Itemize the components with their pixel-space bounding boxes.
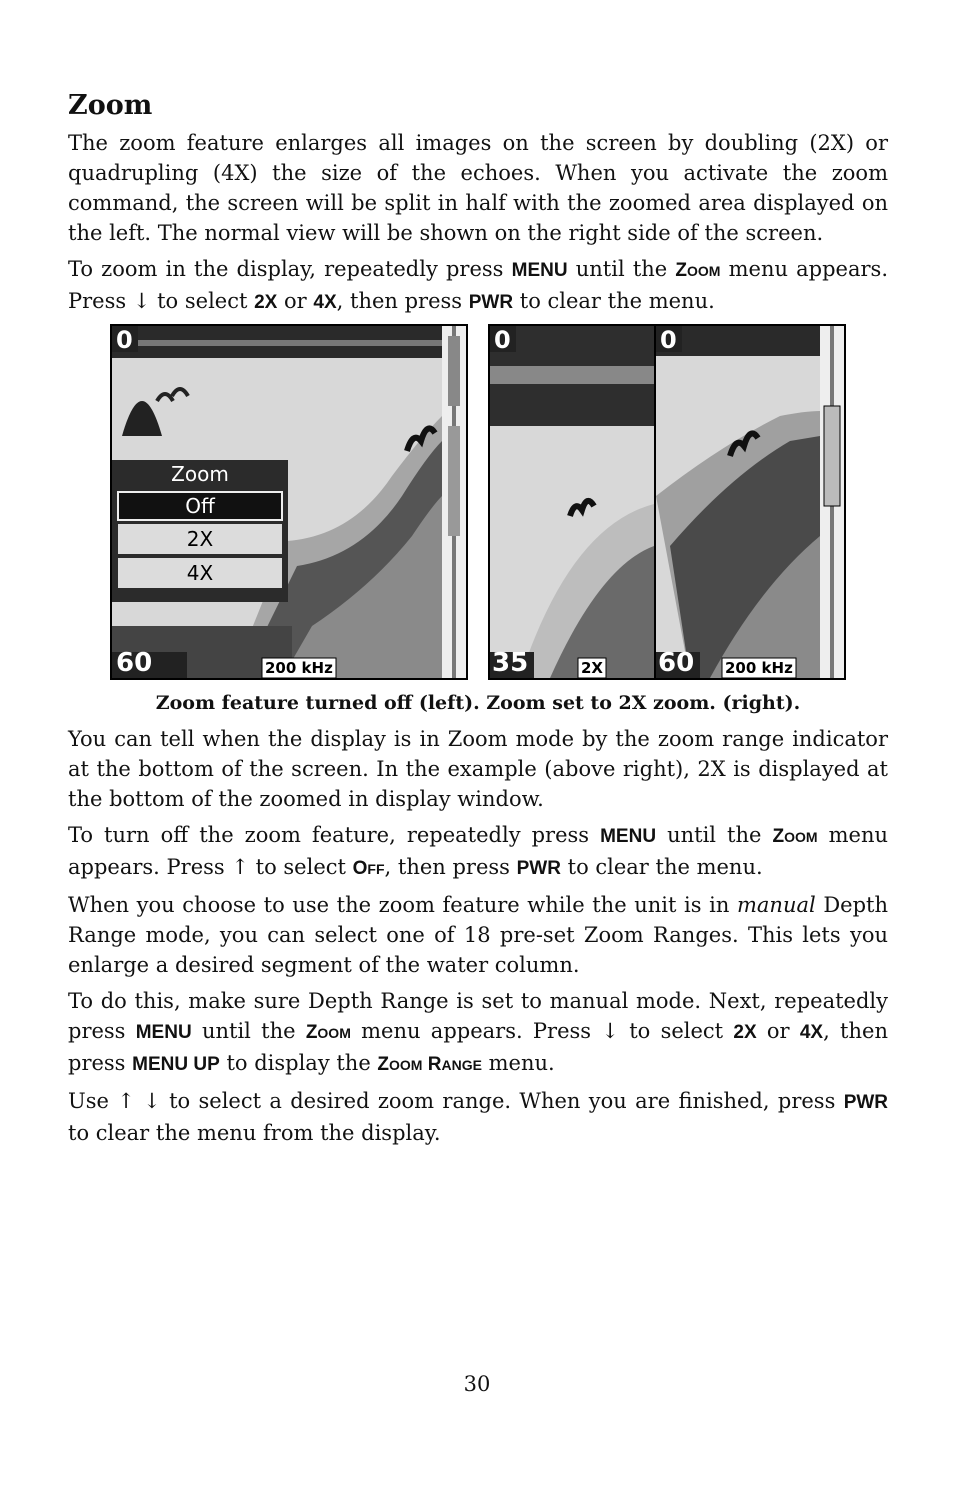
paragraph-use-arrows: Use ↑ ↓ to select a desired zoom range. When you are finished, press PWR to clear the menu from the display. — [68, 1089, 889, 1145]
zoom-depth-top: 0 — [494, 326, 511, 354]
key-4x: 4X — [799, 1022, 824, 1043]
zoom-range-indicator: 2X — [581, 659, 604, 677]
key-zoom-range: ZOOM RANGE — [377, 1054, 482, 1075]
key-zoom: ZOOM — [675, 260, 721, 281]
zoom-menu-title: Zoom — [171, 462, 229, 486]
frequency-label-left: 200 kHz — [265, 659, 333, 677]
figure-sonar-screens — [68, 324, 888, 684]
zoom-depth-bottom: 35 — [492, 648, 529, 678]
sonar-screen-right — [488, 324, 846, 680]
paragraph-zoom-range: To do this, make sure Depth Range is set to manual mode. Next, repeatedly press MENU until the ZOOM menu appears. Press ↓ to select 2X or 4X, then press MENU UP to display the ZOOM RANGE menu. — [68, 989, 888, 1075]
normal-depth-top: 0 — [660, 326, 677, 354]
normal-depth-bottom: 60 — [658, 648, 695, 678]
figure-caption: Zoom feature turned off (left). Zoom set to 2X zoom. (right). — [155, 692, 801, 714]
key-menu: MENU — [511, 260, 568, 281]
frequency-label-right: 200 kHz — [725, 659, 793, 677]
up-down-arrows-icon: ↑ ↓ — [117, 1089, 161, 1113]
key-pwr: PWR — [843, 1092, 889, 1113]
paragraph-indicator: You can tell when the display is in Zoom mode by the zoom range indicator at the bottom of the screen. In the example (above right), 2X is displayed at the bottom of the zoomed in display window. — [68, 727, 888, 811]
key-menu-up: MENU UP — [132, 1054, 220, 1075]
key-4x: 4X — [313, 292, 337, 313]
key-pwr: PWR — [516, 858, 561, 879]
up-arrow-icon: ↑ — [231, 855, 249, 879]
key-2x: 2X — [254, 292, 278, 313]
key-menu: MENU — [600, 826, 657, 847]
key-zoom: ZOOM — [772, 826, 818, 847]
depth-bottom-left: 60 — [116, 648, 153, 678]
down-arrow-icon: ↓ — [601, 1019, 619, 1043]
key-2x: 2X — [733, 1022, 757, 1043]
paragraph-zoom-off: To turn off the zoom feature, repeatedly press MENU until the ZOOM menu appears. Press ↑ to select OFF, then press PWR to clear the menu. — [68, 823, 888, 879]
paragraph-intro: The zoom feature enlarges all images on the screen by doubling (2X) or quadrupling (4X) the size of the echoes. When you activate the zoom command, the screen will be split in half with the zoomed area displayed on the left. The normal view will be shown on the right side of the screen. — [68, 131, 888, 245]
section-heading: Zoom — [68, 90, 153, 121]
key-pwr: PWR — [468, 292, 514, 313]
zoom-option-2x[interactable]: 2X — [186, 527, 214, 551]
zoom-option-4x[interactable]: 4X — [186, 561, 214, 585]
key-zoom: ZOOM — [305, 1022, 351, 1043]
key-menu: MENU — [135, 1022, 192, 1043]
paragraph-manual: When you choose to use the zoom feature while the unit is in manual Depth Range mode, you can select one of 18 pre-set Zoom Ranges. This lets you enlarge a desired segment of the water column. — [68, 893, 888, 977]
key-off: OFF — [352, 858, 385, 879]
paragraph-zoom-in: To zoom in the display, repeatedly press MENU until the ZOOM menu appears. Press ↓ to select 2X or 4X, then press PWR to clear the menu. — [68, 257, 888, 313]
depth-top-left: 0 — [116, 326, 133, 354]
page-content — [68, 88, 888, 1154]
page-number: 30 — [463, 1372, 491, 1396]
sonar-screen-left — [110, 324, 468, 680]
zoom-option-off[interactable]: Off — [185, 494, 215, 518]
down-arrow-icon: ↓ — [132, 289, 151, 313]
